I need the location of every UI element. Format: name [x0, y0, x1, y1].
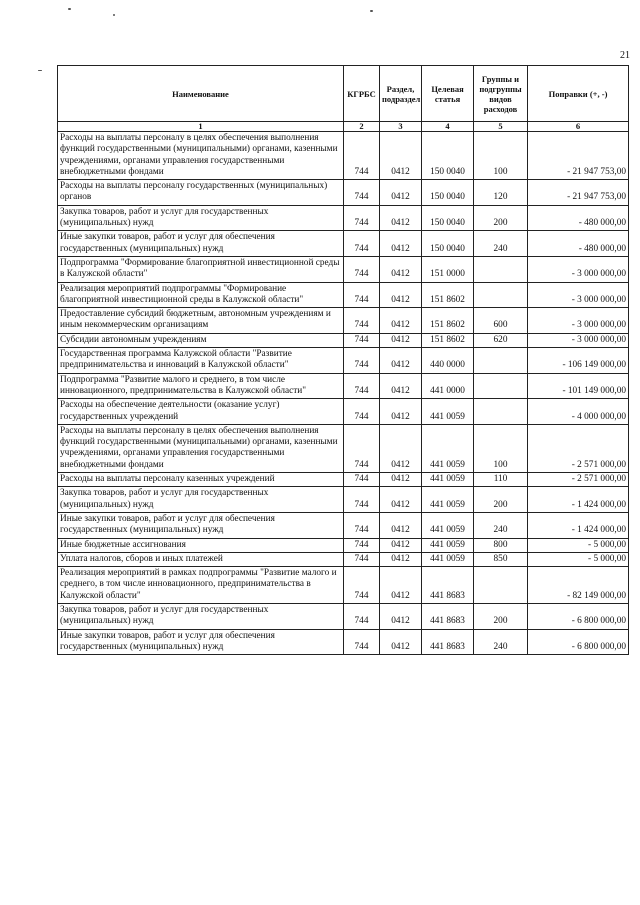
row-name: Иные закупки товаров, работ и услуг для обеспечения государственных (муниципальных) нужд	[58, 231, 344, 257]
row-section: 0412	[380, 629, 422, 655]
row-target: 441 0059	[422, 538, 474, 552]
row-section: 0412	[380, 399, 422, 425]
table-column-numbers-row	[58, 122, 629, 132]
row-name: Подпрограмма "Формирование благоприятной инвестиционной среды в Калужской области"	[58, 256, 344, 282]
row-amount: - 6 800 000,00	[528, 629, 629, 655]
col-header-amend: Поправки (+, -)	[528, 66, 629, 122]
row-kgrbs: 744	[344, 282, 380, 308]
row-target: 150 0040	[422, 180, 474, 206]
row-group: 240	[474, 512, 528, 538]
budget-table	[57, 65, 629, 655]
row-section: 0412	[380, 333, 422, 347]
row-group: 240	[474, 231, 528, 257]
row-kgrbs: 744	[344, 487, 380, 513]
row-kgrbs: 744	[344, 538, 380, 552]
row-target: 441 8683	[422, 603, 474, 629]
row-name: Расходы на выплаты персоналу в целях обеспечения выполнения функций государственными (муниципальными) органами, казенными учреждениями, органами управления государственными внебюджетными фондами	[58, 132, 344, 180]
row-name: Предоставление субсидий бюджетным, автономным учреждениям и иным некоммерческим организациям	[58, 308, 344, 334]
row-section: 0412	[380, 180, 422, 206]
scan-speck	[68, 8, 71, 10]
table-row	[58, 538, 629, 552]
col-header-kgrbs: КГРБС	[344, 66, 380, 122]
row-target: 441 0059	[422, 552, 474, 566]
row-name: Уплата налогов, сборов и иных платежей	[58, 552, 344, 566]
row-section: 0412	[380, 567, 422, 604]
row-group: 850	[474, 552, 528, 566]
row-name: Реализация мероприятий в рамках подпрограммы "Развитие малого и среднего, в том числе инновационного, предпринимательства в Калужской области"	[58, 567, 344, 604]
table-row	[58, 603, 629, 629]
row-name: Закупка товаров, работ и услуг для государственных (муниципальных) нужд	[58, 603, 344, 629]
row-kgrbs: 744	[344, 348, 380, 374]
row-amount: - 21 947 753,00	[528, 180, 629, 206]
table-row	[58, 512, 629, 538]
row-name: Закупка товаров, работ и услуг для государственных (муниципальных) нужд	[58, 487, 344, 513]
table-row	[58, 132, 629, 180]
row-target: 441 0059	[422, 512, 474, 538]
table-row	[58, 282, 629, 308]
row-target: 441 8683	[422, 629, 474, 655]
row-kgrbs: 744	[344, 567, 380, 604]
row-target: 441 0059	[422, 424, 474, 472]
row-kgrbs: 744	[344, 399, 380, 425]
row-section: 0412	[380, 424, 422, 472]
row-section: 0412	[380, 538, 422, 552]
row-group: 600	[474, 308, 528, 334]
row-target: 441 0000	[422, 373, 474, 399]
row-section: 0412	[380, 603, 422, 629]
col-number: 6	[528, 122, 629, 132]
table-row	[58, 256, 629, 282]
table-body	[58, 132, 629, 655]
row-target: 440 0000	[422, 348, 474, 374]
row-group	[474, 373, 528, 399]
scan-speck	[38, 70, 42, 71]
row-target: 151 8602	[422, 333, 474, 347]
row-target: 441 0059	[422, 487, 474, 513]
row-group: 800	[474, 538, 528, 552]
row-amount: - 1 424 000,00	[528, 487, 629, 513]
row-kgrbs: 744	[344, 603, 380, 629]
col-number: 1	[58, 122, 344, 132]
row-name: Расходы на выплаты персоналу казенных учреждений	[58, 473, 344, 487]
table-header-row	[58, 66, 629, 122]
row-amount: - 4 000 000,00	[528, 399, 629, 425]
table-row	[58, 180, 629, 206]
row-target: 441 8683	[422, 567, 474, 604]
row-kgrbs: 744	[344, 424, 380, 472]
col-number: 5	[474, 122, 528, 132]
row-kgrbs: 744	[344, 552, 380, 566]
row-group: 100	[474, 424, 528, 472]
row-target: 151 0000	[422, 256, 474, 282]
col-header-name: Наименование	[58, 66, 344, 122]
row-group: 100	[474, 132, 528, 180]
row-amount: - 21 947 753,00	[528, 132, 629, 180]
table-row	[58, 205, 629, 231]
row-amount: - 2 571 000,00	[528, 424, 629, 472]
row-amount: - 480 000,00	[528, 231, 629, 257]
row-target: 150 0040	[422, 132, 474, 180]
row-section: 0412	[380, 282, 422, 308]
row-group: 200	[474, 205, 528, 231]
row-amount: - 106 149 000,00	[528, 348, 629, 374]
table-row	[58, 231, 629, 257]
row-group: 120	[474, 180, 528, 206]
row-target: 441 0059	[422, 399, 474, 425]
row-name: Иные закупки товаров, работ и услуг для обеспечения государственных (муниципальных) нужд	[58, 629, 344, 655]
row-target: 151 8602	[422, 308, 474, 334]
row-kgrbs: 744	[344, 205, 380, 231]
row-group	[474, 282, 528, 308]
col-number: 4	[422, 122, 474, 132]
scan-speck	[113, 14, 115, 16]
row-amount: - 3 000 000,00	[528, 256, 629, 282]
row-kgrbs: 744	[344, 132, 380, 180]
row-kgrbs: 744	[344, 256, 380, 282]
row-group	[474, 567, 528, 604]
row-amount: - 3 000 000,00	[528, 333, 629, 347]
col-header-target: Целевая статья	[422, 66, 474, 122]
row-name: Государственная программа Калужской области "Развитие предпринимательства и инноваций в Калужской области"	[58, 348, 344, 374]
row-name: Подпрограмма "Развитие малого и среднего, в том числе инновационного, предпринимательства в Калужской области"	[58, 373, 344, 399]
row-kgrbs: 744	[344, 473, 380, 487]
row-name: Иные закупки товаров, работ и услуг для обеспечения государственных (муниципальных) нужд	[58, 512, 344, 538]
row-amount: - 82 149 000,00	[528, 567, 629, 604]
row-group	[474, 256, 528, 282]
row-name: Реализация мероприятий подпрограммы "Формирование благоприятной инвестиционной среды в Калужской области"	[58, 282, 344, 308]
table-row	[58, 552, 629, 566]
row-section: 0412	[380, 308, 422, 334]
row-kgrbs: 744	[344, 373, 380, 399]
row-kgrbs: 744	[344, 629, 380, 655]
row-name: Расходы на выплаты персоналу государственных (муниципальных) органов	[58, 180, 344, 206]
row-section: 0412	[380, 205, 422, 231]
col-header-groups: Группы и подгруппы видов расходов	[474, 66, 528, 122]
row-target: 150 0040	[422, 231, 474, 257]
row-section: 0412	[380, 473, 422, 487]
row-group: 240	[474, 629, 528, 655]
row-section: 0412	[380, 132, 422, 180]
row-kgrbs: 744	[344, 512, 380, 538]
col-number: 3	[380, 122, 422, 132]
table-row	[58, 399, 629, 425]
row-target: 150 0040	[422, 205, 474, 231]
table-row	[58, 308, 629, 334]
row-group: 200	[474, 603, 528, 629]
row-group: 110	[474, 473, 528, 487]
row-section: 0412	[380, 231, 422, 257]
table-row	[58, 487, 629, 513]
table-row	[58, 373, 629, 399]
row-name: Расходы на обеспечение деятельности (оказание услуг) государственных учреждений	[58, 399, 344, 425]
row-amount: - 1 424 000,00	[528, 512, 629, 538]
col-number: 2	[344, 122, 380, 132]
row-section: 0412	[380, 256, 422, 282]
row-target: 151 8602	[422, 282, 474, 308]
row-section: 0412	[380, 487, 422, 513]
row-amount: - 2 571 000,00	[528, 473, 629, 487]
table-row	[58, 473, 629, 487]
row-kgrbs: 744	[344, 308, 380, 334]
table-row	[58, 629, 629, 655]
row-group: 620	[474, 333, 528, 347]
col-header-section: Раздел, подраздел	[380, 66, 422, 122]
row-amount: - 3 000 000,00	[528, 308, 629, 334]
row-kgrbs: 744	[344, 231, 380, 257]
row-section: 0412	[380, 552, 422, 566]
table-row	[58, 333, 629, 347]
row-kgrbs: 744	[344, 180, 380, 206]
row-name: Закупка товаров, работ и услуг для государственных (муниципальных) нужд	[58, 205, 344, 231]
row-group: 200	[474, 487, 528, 513]
row-kgrbs: 744	[344, 333, 380, 347]
scan-speck	[370, 10, 373, 12]
row-amount: - 5 000,00	[528, 552, 629, 566]
table-row	[58, 567, 629, 604]
row-section: 0412	[380, 373, 422, 399]
row-name: Иные бюджетные ассигнования	[58, 538, 344, 552]
row-amount: - 3 000 000,00	[528, 282, 629, 308]
row-name: Расходы на выплаты персоналу в целях обеспечения выполнения функций государственными (муниципальными) органами, казенными учреждениями, органами управления государственными внебюджетными фондами	[58, 424, 344, 472]
row-amount: - 101 149 000,00	[528, 373, 629, 399]
row-section: 0412	[380, 348, 422, 374]
row-section: 0412	[380, 512, 422, 538]
row-amount: - 480 000,00	[528, 205, 629, 231]
row-group	[474, 399, 528, 425]
page-number: 21	[620, 50, 630, 61]
row-name: Субсидии автономным учреждениям	[58, 333, 344, 347]
row-target: 441 0059	[422, 473, 474, 487]
table-row	[58, 348, 629, 374]
table-row	[58, 424, 629, 472]
row-amount: - 6 800 000,00	[528, 603, 629, 629]
row-group	[474, 348, 528, 374]
row-amount: - 5 000,00	[528, 538, 629, 552]
